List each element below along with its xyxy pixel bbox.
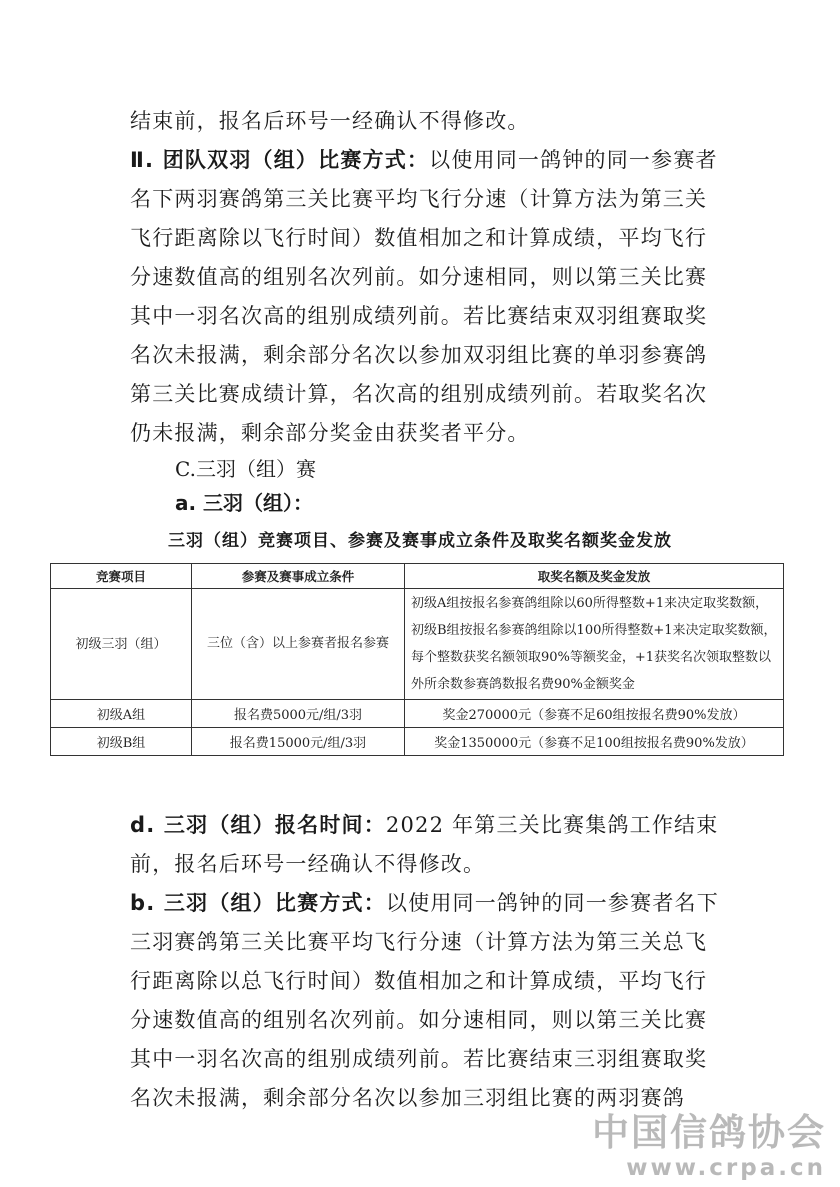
watermark-url: www.crpa.cn	[626, 1155, 826, 1181]
paragraph-triple-team-method	[130, 884, 720, 1118]
subsection-heading-a: a. 三羽（组）：	[175, 491, 314, 515]
table-row	[51, 728, 784, 756]
table-row	[51, 700, 784, 728]
table-cell: 初级三羽（组）	[51, 589, 192, 700]
table-cell: 初级B组	[51, 728, 192, 756]
table-cell: 奖金270000元（参赛不足60组按报名费90%发放）	[405, 700, 784, 728]
table-header: 取奖名额及奖金发放	[405, 564, 784, 589]
watermark	[592, 1112, 826, 1182]
prize-table	[50, 563, 784, 756]
table-row	[51, 589, 784, 700]
paragraph-text: 结束前，报名后环号一经确认不得修改。	[130, 109, 530, 133]
section-heading-c: C.三羽（组）赛	[175, 457, 316, 481]
paragraph-text: 2022 年第三关比赛集鸽工作结束前，报名后环号一经确认不得修改。	[130, 813, 719, 876]
paragraph-text: 以使用同一鸽钟的同一参赛者名下三羽赛鸽第三关比赛平均飞行分速（计算方法为第三关总飞行距离除以总飞行时间）数值相加之和计算成绩，平均飞行分速数值高的组别名次列前。如分速相同，则以第三关比赛其中一羽名次高的组别成绩列前。若比赛结束三羽组赛取奖名次未报满，剩余部分名次以参加三羽组比赛的两羽赛鸽	[130, 891, 719, 1110]
table-header-row	[51, 564, 784, 589]
section-label: b. 三羽（组）比赛方式：	[130, 891, 386, 915]
table-cell: 初级A组	[51, 700, 192, 728]
table-cell: 三位（含）以上参赛者报名参赛	[192, 589, 405, 700]
paragraph-double-team-method	[130, 141, 720, 453]
table-cell: 报名费15000元/组/3羽	[192, 728, 405, 756]
table-cell: 初级A组按报名参赛鸽组除以60所得整数+1来决定取奖数额，初级B组按报名参赛鸽组除以100所得整数+1来决定取奖数额，每个整数获奖名额领取90%等额奖金，+1获奖名次领取整数以外所余数参赛鸽数报名费90%金额奖金	[405, 589, 784, 700]
watermark-title: 中国信鸽协会	[592, 1111, 826, 1154]
paragraph-text: 以使用同一鸽钟的同一参赛者名下两羽赛鸽第三关比赛平均飞行分速（计算方法为第三关飞行距离除以飞行时间）数值相加之和计算成绩，平均飞行分速数值高的组别名次列前。如分速相同，则以第三关比赛其中一羽名次高的组别成绩列前。若比赛结束双羽组赛取奖名次未报满，剩余部分名次以参加双羽组比赛的单羽参赛鸽第三关比赛成绩计算，名次高的组别成绩列前。若取奖名次仍未报满，剩余部分奖金由获奖者平分。	[130, 148, 718, 445]
table-header: 参赛及赛事成立条件	[192, 564, 405, 589]
table-caption: 三羽（组）竞赛项目、参赛及赛事成立条件及取奖名额奖金发放	[168, 531, 672, 551]
paragraph-triple-registration-time	[130, 806, 720, 884]
table-cell: 报名费5000元/组/3羽	[192, 700, 405, 728]
table-cell: 奖金1350000元（参赛不足100组按报名费90%发放）	[405, 728, 784, 756]
section-label: d. 三羽（组）报名时间：	[130, 813, 386, 837]
table-header: 竞赛项目	[51, 564, 192, 589]
paragraph-registration-end	[130, 102, 720, 141]
section-label: Ⅱ. 团队双羽（组）比赛方式：	[130, 148, 430, 172]
